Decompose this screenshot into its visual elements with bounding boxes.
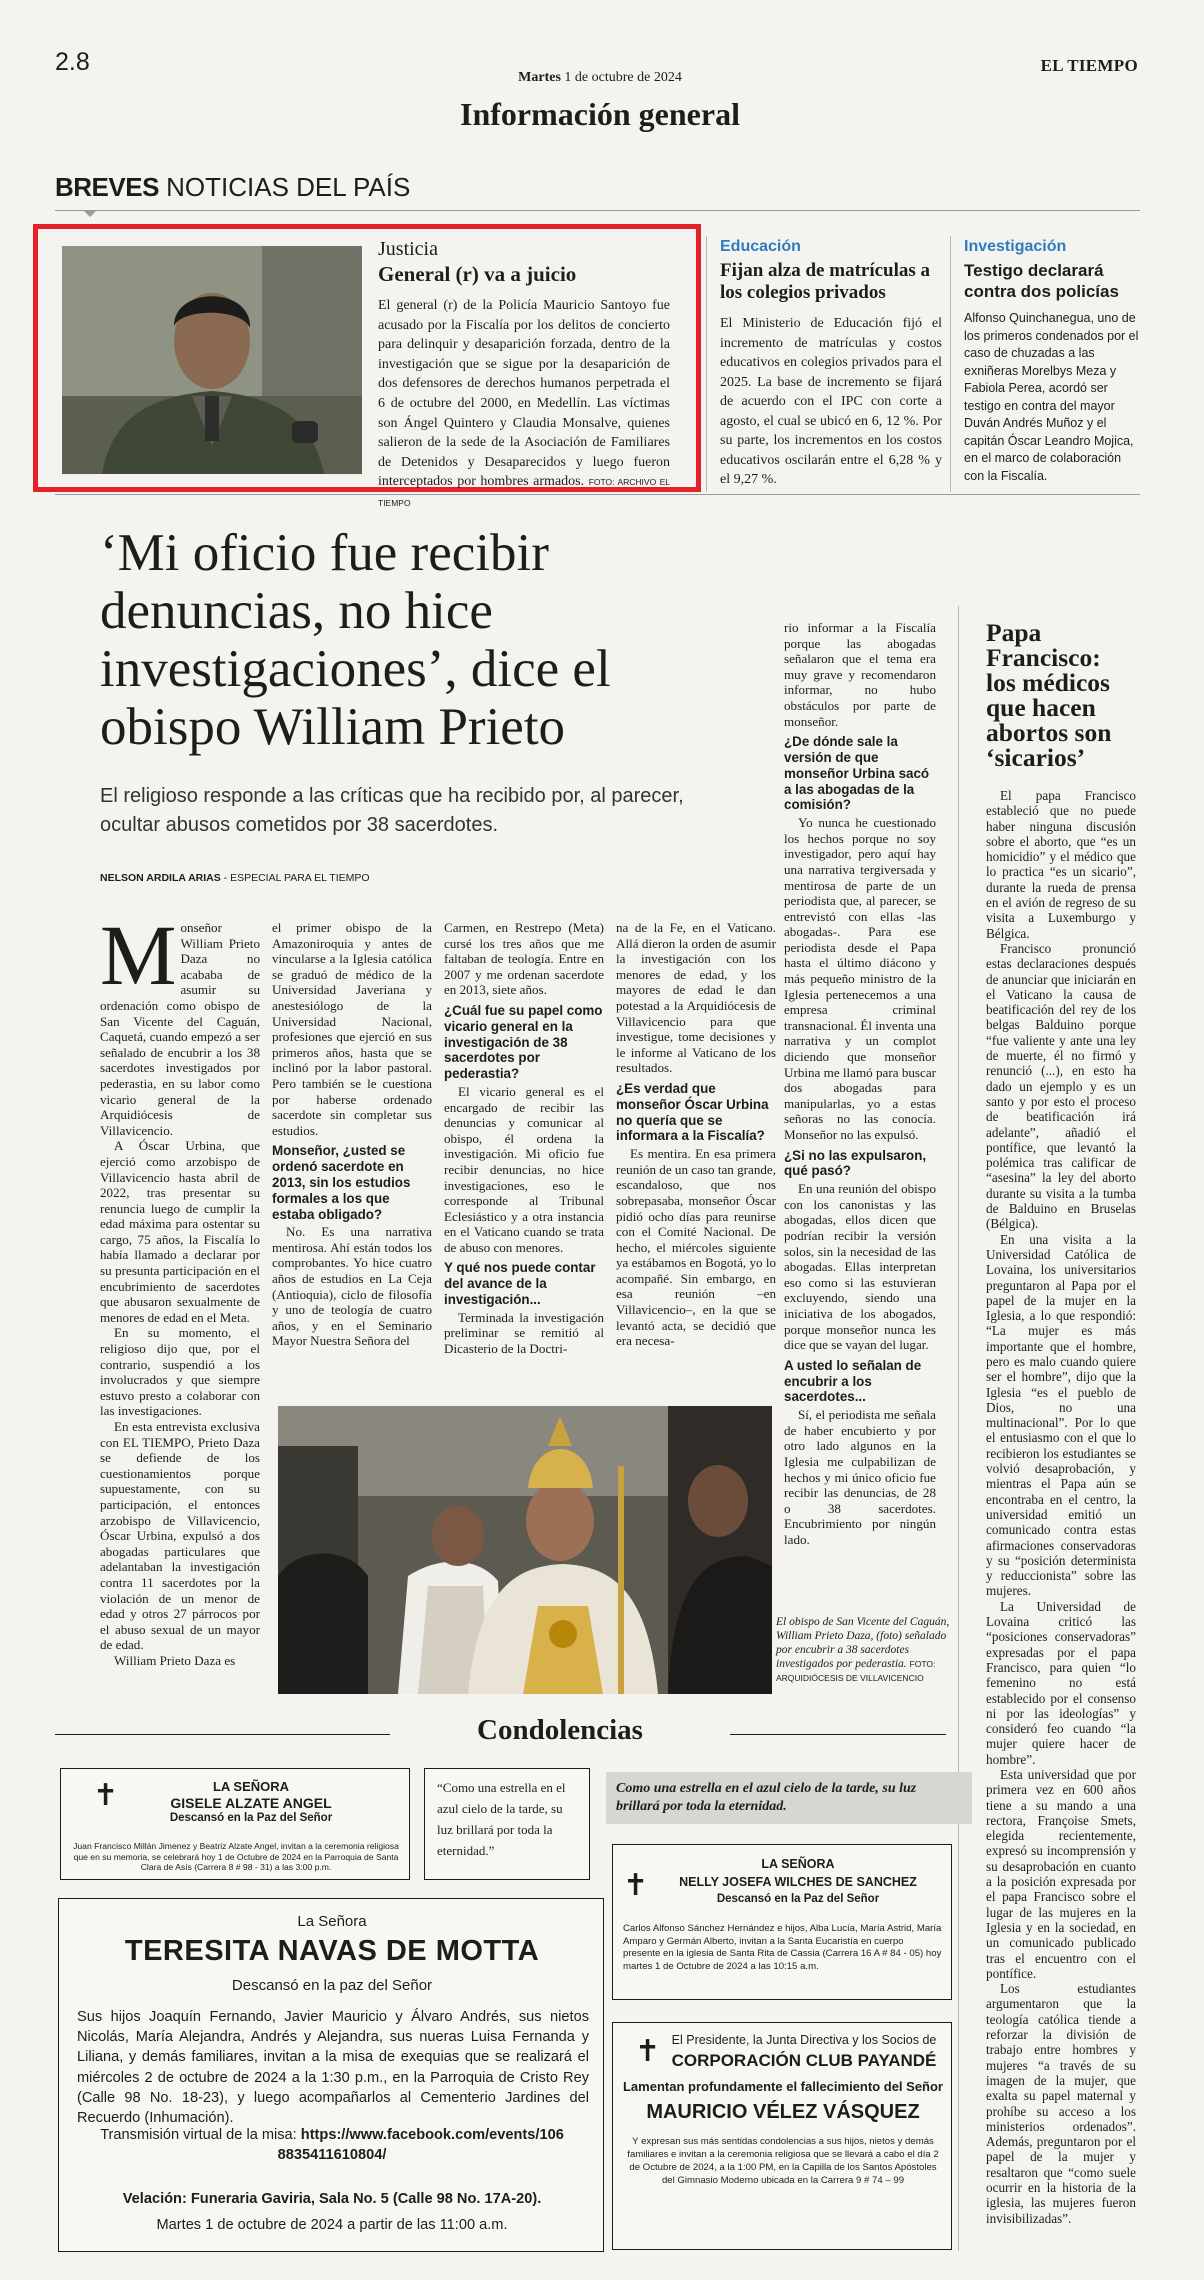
- sidebar-body: [986, 788, 1136, 2258]
- newspaper-brand: EL TIEMPO: [1040, 56, 1138, 75]
- brief-investigacion-headline: Testigo declarará contra dos policías: [964, 261, 1119, 301]
- notice-velacion: Velación: Funeraria Gaviria, Sala No. 5 (Calle 98 No. 17A-20).: [122, 2191, 542, 2207]
- breves-divider: [55, 210, 1140, 211]
- col5-paragraph: En una reunión del obispo con los canonistas y las abogadas, ellos dicen que podrían recibir la versión solos, sin la necesidad de las abogadas. Ellas interpretan eso como si las estuvieran excluyendo, siendo una iniciativa de los abogados, porque monseñor nunca les dice que se vayan del lugar.: [784, 1181, 936, 1353]
- notice-teresita-navas: [58, 1898, 604, 2252]
- col5-question: A usted lo señalan de encubrir a los sacerdotes...: [784, 1357, 922, 1405]
- sidebar-paragraph: Francisco pronunció estas declaraciones después de anunciar que iniciarán en el Vaticano la causa de beatificación del rey de los belgas Balduino porque “fue valiente y ante una ley de muerte, él no firmó y renunció (...), en esto ha dado un ejemplo y es un santo y por esto el proceso de beatificación irá adelante”, añadió el pontífice, que levantó la polémica tras calificar de “asesina” la ley del aborto durante su visita a la tumba de Balduino en Bruselas (Bélgica).: [986, 940, 1136, 1232]
- notice-intro: La Señora: [297, 1913, 367, 1930]
- quote-box: “Como una estrella en el azul cielo de la tarde, su luz brillará por toda la eternidad.”: [424, 1768, 590, 1880]
- brief-justicia-text: El general (r) de la Policía Mauricio Santoyo fue acusado por la Fiscalía por los delitos de concierto para delinquir y desaparición forzada, dentro de la investigación que se sigue por la desaparición de dos defensores de derechos humanos perpetrada el 6 de octubre del 2000, en Medellín. Las víctimas son Ángel Quintero y Claudia Monsalve, quienes salieron de la sede de la Asociación de Familiares de Detenidos y Desaparecidos y luego fueron interceptados por hombres armados.: [378, 298, 670, 490]
- notice-nelly-wilches: [612, 1844, 952, 2000]
- notice-rest: Descansó en la paz del Señor: [231, 1977, 433, 1994]
- notice-club-payande: [612, 2022, 952, 2250]
- brief-educacion: [720, 238, 942, 490]
- brief-justicia-body: [378, 296, 670, 514]
- quote-banner: Como una estrella en el azul cielo de la tarde, su luz brillará por toda la eternidad.: [606, 1772, 972, 1824]
- stream-link[interactable]: https://www.facebook.com/events/1068835411610804/: [277, 2127, 564, 2163]
- notice-intro: El Presidente, la Junta Directiva y los Socios de: [671, 2033, 937, 2047]
- col5-paragraph: Sí, el periodista me señala de haber encubierto y por otro lado algunos en la Iglesia me culpabilizan de hechos y mi único oficio fue recibir las denuncias, de 28 o 38 sacerdotes. Encubrimiento por ningún lado.: [784, 1407, 936, 1547]
- col4-question: ¿Es verdad que monseñor Óscar Urbina no quería que se informara a la Fiscalía?: [616, 1080, 769, 1144]
- issue-date-rest: 1 de octubre de 2024: [560, 70, 682, 85]
- col2-paragraph: el primer obispo de la Amazoniroquia y antes de vincularse a la Iglesia católica se graduó de médico de la Universidad Javeriana y anestesiólogo de la Universidad Nacional, profesiones que ejerció en sus primeros años, hasta que se inclinó por la labor pastoral. Pero también se le cuestiona por haberse ordenado sacerdote sin completar sus estudios.: [272, 920, 432, 1138]
- col3-question: Y qué nos puede contar del avance de la investigación...: [444, 1260, 596, 1308]
- breves-tick: [84, 211, 96, 217]
- article-column-4: [616, 920, 776, 1392]
- col3-question: ¿Cuál fue su papel como vicario general en la investigación de 38 sacerdotes por pederastia?: [444, 1002, 603, 1082]
- cross-icon: ✝: [623, 1868, 649, 1903]
- notice-name: MAURICIO VÉLEZ VÁSQUEZ: [646, 2101, 920, 2123]
- article-column-5: [784, 620, 936, 1605]
- bishop-photo: [278, 1406, 772, 1694]
- page-number: 2.8: [55, 48, 90, 76]
- col5-paragraph: Yo nunca he cuestionado los hechos porque no soy investigador, pero aquí hay una narrativa tergiversada y mentirosa de parte de un periodista que, al parecer, se entrevistó con ellas -las abogadas-. Para ese periodista desde el Papa hasta el último diácono y más pequeño ministro de la Iglesia pertenecemos a una empresa criminal transnacional. Él inventa una narrativa y un complot diciendo que monseñor Urbina me llamó para buscar dos abogadas para manipularlas, yo a estas señoras no las conocía. Monseñor no las expulsó.: [784, 815, 936, 1143]
- col1-paragraph: William Prieto Daza es: [114, 1652, 236, 1665]
- santoyo-photo: [62, 246, 362, 474]
- brief-educacion-kicker: Educación: [720, 238, 801, 255]
- brief-divider: [706, 236, 707, 492]
- notice-text: Sus hijos Joaquín Fernando, Javier Mauricio y Álvaro Andrés, sus nietos Nicolás, María Alejandra, Andrés y Alejandra, sus nueras Luisa Fernanda y Liliana, y demás familiares, invitan a la misa de exequias que se realizará el miércoles 2 de octubre de 2024 a la 1:30 p.m., en la Parroquia de Cristo Rey (Calle 98 No. 18-23), y luego acompañarlos al Cementerio Jardines del Recuerdo (Inhumación).: [77, 2009, 589, 2127]
- notice-date: Martes 1 de octubre de 2024 a partir de las 11:00 a.m.: [156, 2217, 508, 2233]
- col1-paragraph: A Óscar Urbina, que ejerció como arzobispo de Villavicencio hasta abril de 2022, tras presentar su renuncia luego de cumplir la edad máxima para ostentar su cargo, 75 años, la Fiscalía lo había llamado a declarar por su presunta participación en el encubrimiento de sacerdotes que abusaron sexualmente de menores de edad en el Meta.: [100, 1138, 260, 1325]
- bishop-photo-caption-text: El obispo de San Vicente del Caguán, William Prieto Daza, (foto) señalado por encubrir a 38 sacerdotes investigados por pederastia.: [776, 1616, 950, 1670]
- main-deck: El religioso responde a las críticas que ha recibido por, al parecer, ocultar abusos cometidos por 38 sacerdotes.: [100, 785, 684, 836]
- notice-text: Y expresan sus más sentidas condolencias a sus hijos, nietos y demás familiares e invitan a la ceremonia religiosa que se llevará a cabo el día 2 de Octubre de 2024, a la 1:00 PM, en la Capilla de los Santos Apóstoles del Gimnasio Moderno ubicada en la Carrera 9 # 74 – 99: [627, 2136, 939, 2186]
- notice-club: CORPORACIÓN CLUB PAYANDÉ: [671, 2051, 937, 2070]
- issue-date-day: Martes: [518, 70, 561, 85]
- sidebar-paragraph: Esta universidad que por primera vez en 600 años tiene a su mando a una rectora, Françoise Smets, elegida recientemente, expresó su incomprensión y su desaprobación en cuanto a la posición expresada por el papa Francisco sobre el lugar de las mujeres en la Iglesia y en la sociedad, en un comunicado publicado tras el encuentro con el pontífice.: [986, 1767, 1136, 1981]
- col5-question: ¿Si no las expulsaron, qué pasó?: [784, 1147, 927, 1179]
- col3-paragraph: El vicario general es el encargado de recibir las denuncias y comunicar al obispo, él ordena la investigación. Mi oficio fue recibir denuncias, no hice investigaciones, eso le corresponde al Tribunal Eclesiástico y a otra instancia en el Vaticano cuando se trata de abuso con menores.: [444, 1083, 604, 1255]
- col1-paragraph: En su momento, el religioso dijo que, por el contrario, suspendió a los involucrados y que siempre estuvo presto a colaborar con las investigaciones.: [100, 1325, 260, 1419]
- notice-intro: LA SEÑORA: [761, 1857, 835, 1871]
- brief-divider: [950, 236, 951, 492]
- brief-investigacion-body: Alfonso Quinchanegua, uno de los primeros condenados por el caso de chuzadas a las exniñeras Morelbys Meza y Fabiola Perea, acordó ser testigo en contra del mayor Duván Andrés Muñoz y el capitán Óscar Leandro Mojica, en el marco de colaboración con la Fiscalía.: [964, 311, 1139, 483]
- bishop-photo-illustration: [278, 1406, 772, 1694]
- notice-text: Carlos Alfonso Sánchez Hernández e hijos, Alba Lucía, María Astrid, María Amparo y Germán Alberto, invitan a la Santa Eucaristía en cuerpo presente en la iglesia de Santa Rita de Cassia (Carrera 16 A # 84 - 05) hoy martes 1 de Octubre de 2024 a las 10:15 a.m.: [623, 1923, 942, 1972]
- col3-paragraph: Carmen, en Restrepo (Meta) cursé los tres años que me faltaban de teología. Entre en 2007 y me ordenan sacerdote en 2013, siete años.: [444, 920, 604, 998]
- article-column-1: [100, 920, 260, 1665]
- col2-question: Monseñor, ¿usted se ordenó sacerdote en 2013, sin los estudios formales a los que estaba obligado?: [272, 1143, 411, 1222]
- col4-paragraph: na de la Fe, en el Vaticano. Allá dieron la orden de asumir la investigación con los menores de edad, y los mayores de edad le dan potestad a la Arquidiócesis de Villavicencio para que investigue, tome decisiones y le informe al Vaticano de los resultados.: [616, 920, 776, 1076]
- notice-text: Juan Francisco Millán Jimenez y Beatriz Alzate Angel, invitan a la ceremonia religiosa que en su memoria, se celebrará hoy 1 de Octubre de 2024 en la Parroquia de Santa Clara de Asís (Carrera 8 # 98 - 31) a las 3:00 p.m.: [73, 1841, 399, 1872]
- col1-paragraph: En esta entrevista exclusiva con EL TIEMPO, Prieto Daza se defiende de los cuestionamientos porque supuestamente, con su participación, el entonces arzobispo de Villavicencio, Óscar Urbina, expulsó a dos abogadas particulares que adelantaban la investigación contra 11 sacerdotes por la violación de un menor de edad y otros 27 párrocos por el abuso sexual de un mayor de edad.: [100, 1419, 260, 1653]
- brief-investigacion: [964, 238, 1140, 485]
- brief-justicia-photo-credit: FOTO: ARCHIVO EL TIEMPO: [378, 477, 670, 508]
- col1-paragraph: onseñor William Prieto Daza no acababa de asumir su ordenación como obispo de San Vicente del Caguán, Caquetá, cuando empezó a ser señalado de encubrir a los 38 sacerdotes investigados por pederastia, en su labor como vicario general de la Arquidiócesis de Villavicencio.: [100, 920, 260, 1138]
- condolencias-title: Condolencias: [390, 1714, 730, 1747]
- section-title: Información general: [460, 96, 740, 132]
- sidebar-paragraph: En una visita a la Universidad Católica de Lovaina, los universitarios preguntaron al Papa por el papel de la mujer en la Iglesia, a lo que respondió: “La mujer es más importante que el hombre, pero es malo cuando quiere ser el hombre”, dijo que la Iglesia “es el pueblo de Dios, no una multinacional”. Por lo que el entusiasmo con el que lo recibieron los estudiantes se volvió desaprobación, y mientras el Papa aún se encontraba en el centro, la universidad emitió un comunicado contra estas afirmaciones conservadoras y su “posición determinista y reduccionista” sobre las mujeres.: [986, 1231, 1136, 1599]
- byline: [100, 872, 370, 884]
- notice-line2: Lamentan profundamente el fallecimiento del Señor: [622, 2079, 943, 2094]
- byline-desk: - ESPECIAL PARA EL TIEMPO: [220, 872, 370, 884]
- col5-question: ¿De dónde sale la versión de que monseñor Urbina sacó a las abogadas de la comisión?: [784, 734, 930, 813]
- col4-paragraph: Es mentira. En esa primera reunión de un caso tan grande, escandaloso, que nos sobrepasaba, monseñor Óscar pidió ocho días para reunirse con el Comité Nacional. De hecho, el miércoles siguiente ya estábamos en Bogotá, yo lo acompañé. Sin embargo, en esa reunión –en Villavicencio–, en la que se levantó acta, se decidió que era necesa-: [616, 1146, 776, 1349]
- drop-cap: M: [100, 920, 177, 1003]
- notice-name: NELLY JOSEFA WILCHES DE SANCHEZ: [679, 1875, 917, 1889]
- notice-stream-label: Transmisión virtual de la misa:: [100, 2127, 301, 2143]
- notice-name: GISELE ALZATE ANGEL: [170, 1795, 332, 1811]
- brief-justicia-kicker: Justicia: [378, 238, 438, 260]
- sidebar-paragraph: Los estudiantes argumentaron que la teología católica tiende a reforzar la división de trabajo entre hombres y mujeres “a través de su imagen de la mujer, que exalta su papel maternal y prohíbe su acceso a los ministerios ordenados”. Además, preguntaron por el papel de la mujer y resaltaron que “como suele ocurrir en la historia de la iglesia, las mujeres fueron invisibilizadas”.: [986, 1981, 1136, 2226]
- sidebar-headline: Papa Francisco: los médicos que hacen abortos son ‘sicarios’: [986, 618, 1112, 772]
- sidebar-paragraph: La Universidad de Lovaina criticó las “posiciones conservadoras” expresadas por el papa Francisco, para quien “lo femenino no está establecido por el consenso ni por las ideologías” y consideró feo cuando “la mujer quiere hacer de hombre”.: [986, 1598, 1136, 1767]
- brief-justicia-headline: General (r) va a juicio: [378, 262, 577, 286]
- notice-rest: Descansó en la Paz del Señor: [169, 1812, 333, 1824]
- notice-gisele-alzate: [60, 1768, 410, 1880]
- notice-intro: LA SEÑORA: [212, 1779, 290, 1794]
- breves-label: [55, 172, 410, 203]
- bishop-photo-caption: [776, 1615, 954, 1685]
- col5-paragraph: rio informar a la Fiscalía porque las abogadas señalaron que el tema era muy grave y recomendaron informar, no hubo obstáculos por parte de monseñor.: [784, 620, 936, 729]
- breves-bold: BREVES: [55, 172, 159, 202]
- notice-name: TERESITA NAVAS DE MOTTA: [124, 1935, 540, 1967]
- cross-icon: ✝: [635, 2034, 661, 2069]
- sidebar-divider: [958, 606, 959, 2251]
- brief-investigacion-kicker: Investigación: [964, 238, 1067, 255]
- issue-date: [480, 70, 720, 86]
- cross-icon: ✝: [93, 1778, 119, 1813]
- notice-stream: [99, 2125, 565, 2165]
- bishop-photo-credit: FOTO: ARQUIDIÓCESIS DE VILLAVICENCIO: [776, 1659, 936, 1683]
- brief-educacion-body: El Ministerio de Educación fijó el incremento de matrículas y costos educativos en colegios privados para el 2025. La base de incremento se fijará de acuerdo con el IPC con corte a agosto, el cual se ubicó en 6, 12 %. Por su parte, los incrementos en los costos educativos oscilarán entre el 6,28 % y el 9,27 %.: [720, 316, 942, 487]
- sidebar-paragraph: El papa Francisco estableció que no puede haber ninguna discusión sobre el aborto, que “es un homicidio” y el médico que lo practica “es un sicario”, durante la rueda de prensa en el avión de regreso de su visita a Luxemburgo y Bélgica.: [986, 788, 1136, 941]
- main-headline: ‘Mi oficio fue recibir denuncias, no hice investigaciones’, dice el obispo William Prieto: [100, 524, 611, 756]
- brief-educacion-headline: Fijan alza de matrículas a los colegios privados: [720, 260, 931, 303]
- byline-author: NELSON ARDILA ARIAS: [100, 872, 221, 884]
- col2-paragraph: No. Es una narrativa mentirosa. Ahí están todos los comprobantes. Yo hice cuatro años de estudios en La Ceja (Antioquia), ciclo de filosofía y uno de teología de cuatro años, y en el Seminario Mayor Nuestra Señora del: [272, 1224, 432, 1349]
- breves-subtitle: NOTICIAS DEL PAÍS: [158, 172, 411, 202]
- notice-rest: Descansó en la Paz del Señor: [716, 1893, 880, 1905]
- section-divider: [55, 494, 1140, 495]
- col3-paragraph: Terminada la investigación preliminar se remitió al Dicasterio de la Doctri-: [444, 1309, 604, 1357]
- article-column-3: [444, 920, 604, 1392]
- article-column-2: [272, 920, 432, 1392]
- santoyo-portrait-illustration: [62, 246, 362, 474]
